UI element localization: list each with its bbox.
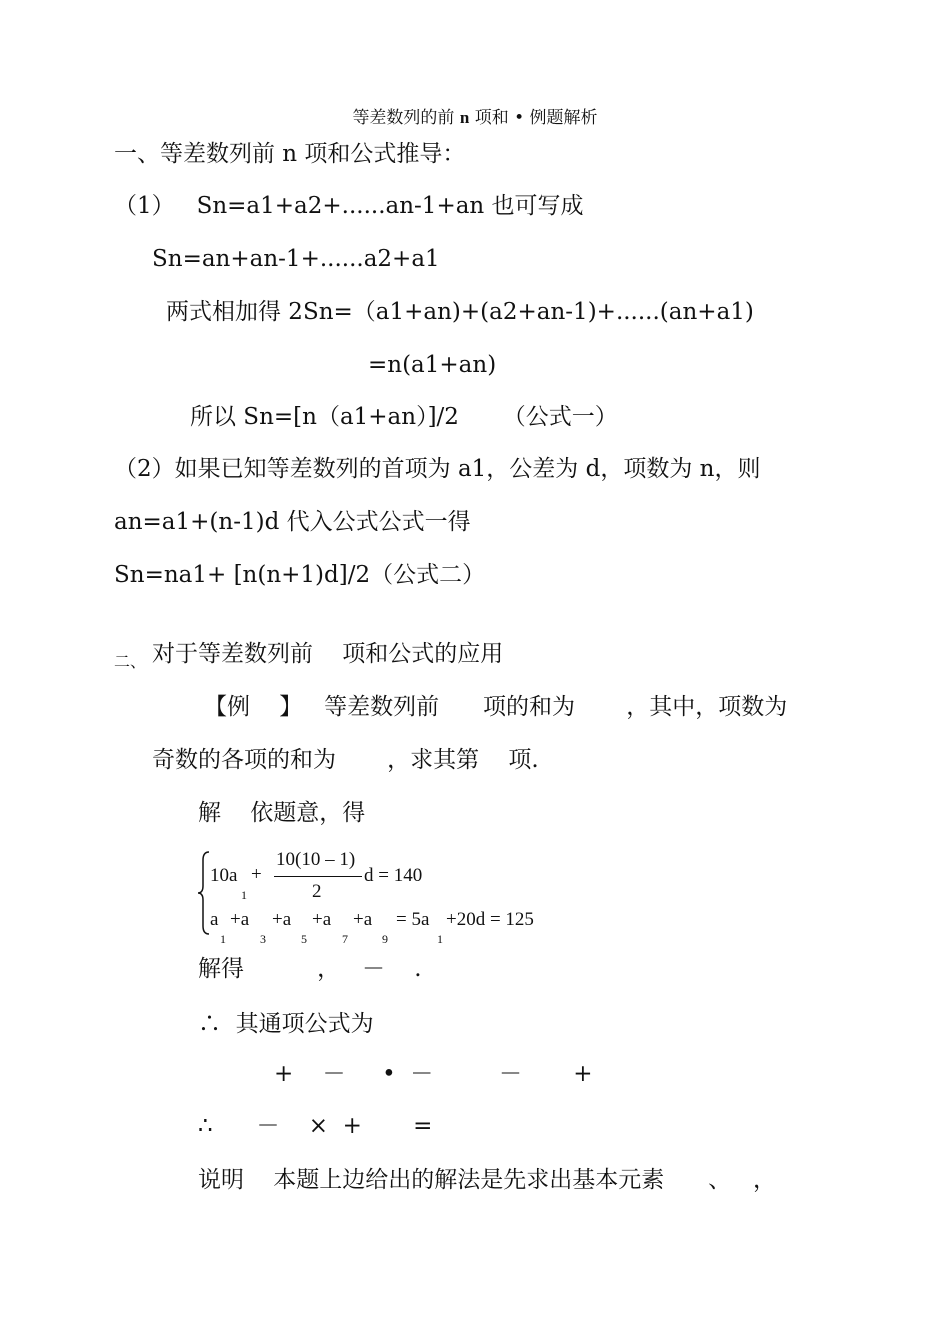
derivation-line-3: 两式相加得 2Sn=（a1+an)+(a2+an-1)+......(an+a1) <box>166 299 754 325</box>
example-line-2: 奇数的各项的和为 ，求其第 项. <box>152 747 539 773</box>
solution-intro: 解 依题意，得 <box>198 800 366 826</box>
eq2-a1: a <box>210 909 219 930</box>
eq2-sub7: 7 <box>342 932 348 946</box>
eq1-plus: + <box>251 864 262 885</box>
derivation-line-1: （1） Sn=a1+a2+......an-1+an 也可写成 <box>114 193 584 219</box>
eq2-sub9: 9 <box>382 932 388 946</box>
eq1-left: 10a <box>210 865 238 886</box>
derivation-line-7: an=a1+(n-1)d 代入公式公式一得 <box>114 509 471 535</box>
left-brace <box>197 850 211 936</box>
section2-number: 二、 <box>114 652 147 671</box>
eq2-a5: +a <box>272 909 292 930</box>
eq2-sub1: 1 <box>220 932 226 946</box>
derivation-line-6: （2）如果已知等差数列的首项为 a1，公差为 d，项数为 n，则 <box>114 456 761 482</box>
derivation-line-2: Sn=an+an-1+......a2+a1 <box>152 246 440 272</box>
derivation-line-4: =n(a1+an) <box>368 352 497 378</box>
fraction-bar <box>274 876 362 877</box>
eq2-sub3: 3 <box>260 932 266 946</box>
formula-two-line: Sn=na1+ [n(n+1)d]/2（公式二） <box>114 562 486 588</box>
eq2-sub5: 5 <box>301 932 307 946</box>
eq1-numerator: 10(10 – 1) <box>276 849 356 870</box>
eq2-right: +20d = 125 <box>446 909 534 930</box>
section2-heading: 对于等差数列前 项和公式的应用 <box>152 641 504 667</box>
eq1-sub: 1 <box>241 888 247 902</box>
eq2-a9: +a <box>353 909 373 930</box>
general-term-expression: + － • － － + <box>274 1061 593 1087</box>
solved-values: 解得 ， － . <box>198 956 422 982</box>
eq1-denominator: 2 <box>312 881 322 902</box>
eq2-a3: +a <box>230 909 250 930</box>
note-line: 说明 本题上边给出的解法是先求出基本元素 、 ， <box>198 1167 777 1193</box>
page-title: 等差数列的前 n 项和 • 例题解析 <box>352 108 598 128</box>
eq2-a7: +a <box>312 909 332 930</box>
result-line: ∴ － × + = <box>198 1113 433 1139</box>
section1-heading: 一、等差数列前 n 项和公式推导： <box>114 141 466 167</box>
eq1-right: d = 140 <box>364 865 423 886</box>
eq2-sub-a1: 1 <box>437 932 443 946</box>
formula-one-line: 所以 Sn=[n（a1+an）]/2 （公式一） <box>190 404 618 430</box>
example-line-1: 【例 】 等差数列前 项的和为 ，其中，项数为 <box>204 694 788 720</box>
general-term-intro: ∴ 其通项公式为 <box>198 1011 374 1037</box>
eq2-mid: = 5a <box>396 909 430 930</box>
